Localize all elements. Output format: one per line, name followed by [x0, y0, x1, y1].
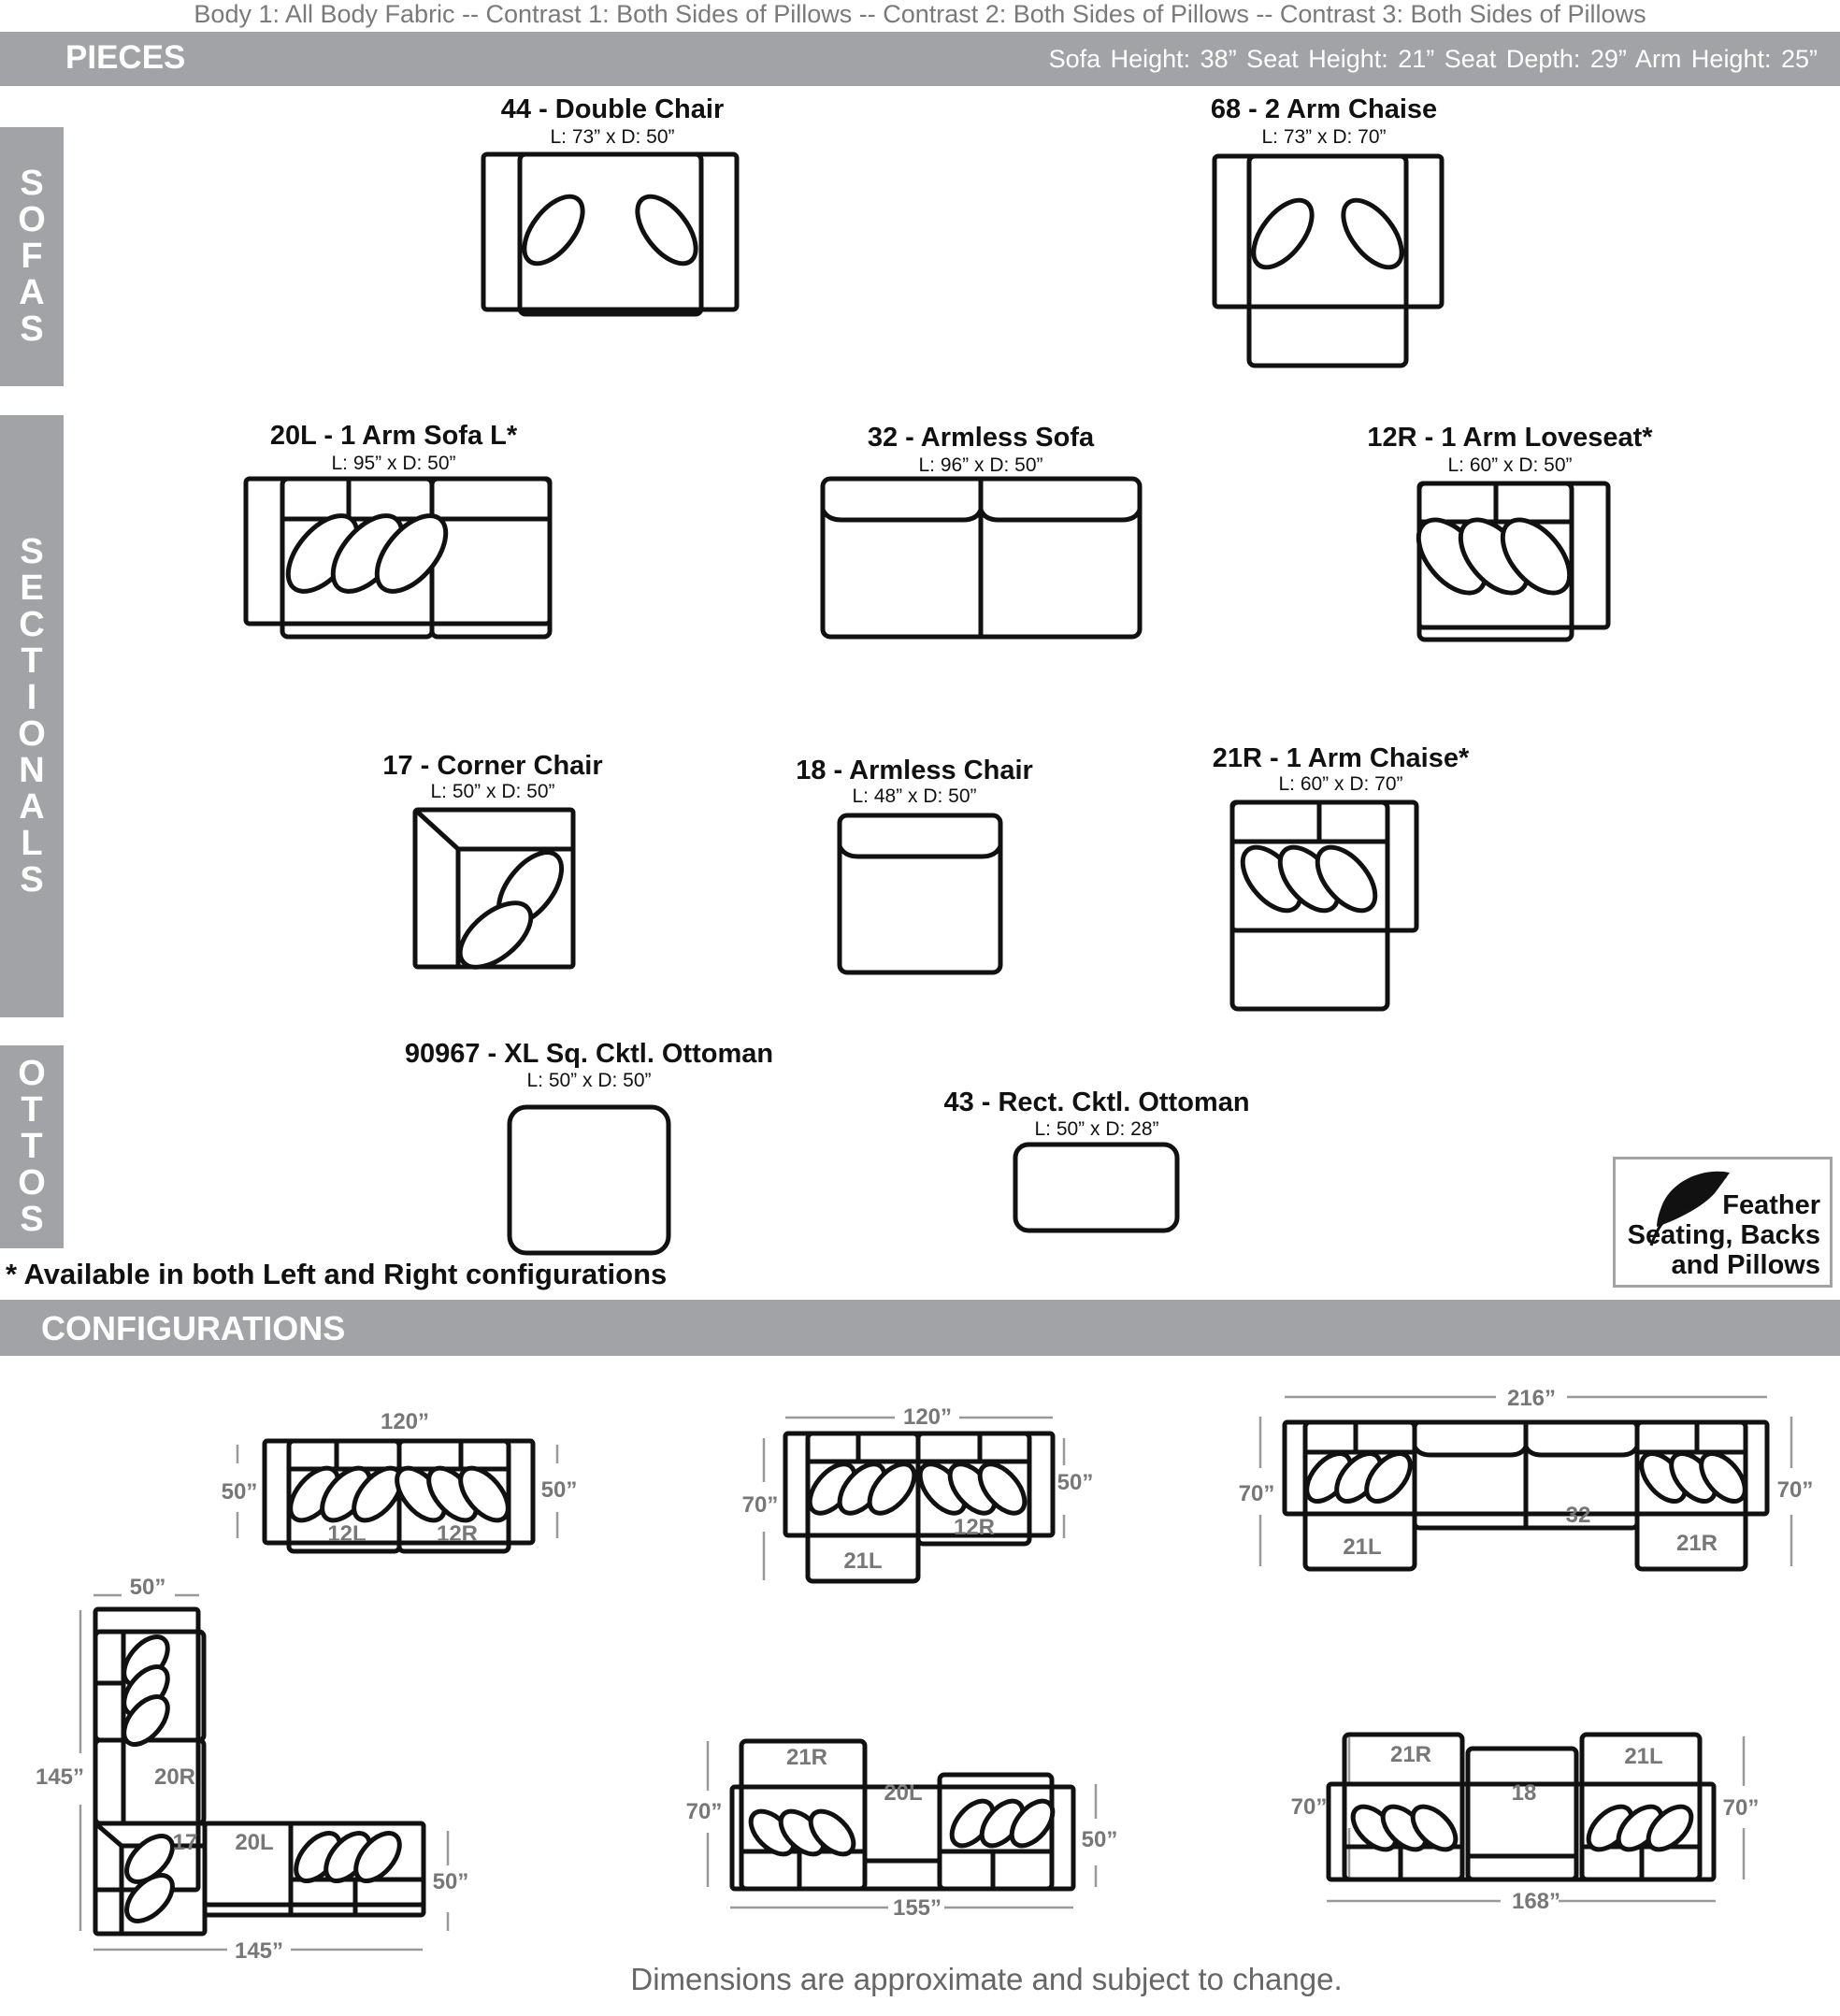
side-label-letter: S: [20, 532, 44, 571]
piece-12r-1-arm-loveseat-drawing: [1406, 483, 1608, 640]
svg-text:50”: 50”: [432, 1869, 469, 1894]
svg-text:21R: 21R: [1675, 1531, 1718, 1556]
svg-text:120”: 120”: [380, 1409, 430, 1434]
piece-90967-ottoman-drawing: [510, 1107, 668, 1253]
svg-text:50”: 50”: [129, 1575, 166, 1600]
piece-dims: L: 95” x D: 50”: [331, 453, 456, 474]
svg-text:21R: 21R: [1389, 1742, 1432, 1767]
piece-20l-1-arm-sofa-drawing: [246, 479, 550, 637]
svg-text:155”: 155”: [892, 1895, 942, 1921]
piece-name: 32 - Armless Sofa: [867, 423, 1095, 453]
config-21l-12r-drawing: [742, 1404, 1094, 1581]
svg-text:32: 32: [1565, 1503, 1591, 1528]
pieces-dimensions: Sofa Height: 38” Seat Height: 21” Seat Depth: 29” Arm Height: 25”: [1048, 45, 1818, 73]
svg-text:20R: 20R: [153, 1764, 196, 1790]
svg-text:50”: 50”: [1057, 1470, 1094, 1495]
svg-text:12R: 12R: [436, 1521, 479, 1547]
feather-line: Feather: [1722, 1190, 1820, 1220]
side-label-letter: O: [18, 1054, 46, 1093]
piece-dims: L: 50” x D: 50”: [526, 1070, 652, 1091]
feather-line: and Pillows: [1671, 1250, 1820, 1280]
side-label-letter: I: [26, 678, 37, 717]
config-21l-32-21r-drawing: [1239, 1386, 1814, 1569]
side-label-letter: T: [21, 1127, 43, 1166]
piece-dims: L: 60” x D: 70”: [1278, 773, 1403, 795]
piece-name: 20L - 1 Arm Sofa L*: [269, 421, 518, 451]
svg-text:168”: 168”: [1511, 1889, 1561, 1914]
svg-text:20L: 20L: [884, 1780, 923, 1806]
footer-disclaimer: Dimensions are approximate and subject to change.: [630, 1962, 1343, 1996]
side-label-letter: E: [20, 569, 44, 608]
piece-name: 17 - Corner Chair: [382, 751, 603, 781]
svg-text:50”: 50”: [540, 1477, 578, 1503]
piece-name: 43 - Rect. Cktl. Ottoman: [943, 1087, 1250, 1117]
svg-text:145”: 145”: [35, 1764, 85, 1790]
side-label-letter: N: [19, 751, 45, 790]
availability-note: * Available in both Left and Right configurations: [6, 1258, 668, 1290]
svg-text:18: 18: [1511, 1780, 1537, 1806]
svg-text:20L: 20L: [235, 1830, 274, 1855]
svg-text:50”: 50”: [1081, 1827, 1118, 1852]
svg-text:21R: 21R: [785, 1745, 828, 1770]
piece-name: 12R - 1 Arm Loveseat*: [1367, 423, 1653, 453]
piece-43-ottoman-drawing: [1015, 1145, 1177, 1231]
piece-dims: L: 60” x D: 50”: [1447, 454, 1573, 476]
svg-text:216”: 216”: [1506, 1386, 1557, 1411]
piece-name: 21R - 1 Arm Chaise*: [1212, 743, 1470, 773]
piece-21r-1-arm-chaise-drawing: [1231, 802, 1416, 1009]
side-label-letter: O: [18, 1163, 46, 1202]
side-label-letter: T: [21, 1090, 43, 1130]
piece-dims: L: 96” x D: 50”: [918, 454, 1043, 476]
piece-44-double-chair-drawing: [483, 154, 737, 314]
side-label-letter: O: [18, 714, 46, 754]
svg-text:120”: 120”: [902, 1404, 953, 1430]
piece-dims: L: 50” x D: 28”: [1034, 1118, 1159, 1140]
piece-dims: L: 50” x D: 50”: [430, 781, 555, 802]
svg-text:12L: 12L: [327, 1521, 367, 1547]
piece-dims: L: 73” x D: 50”: [550, 126, 675, 148]
config-21r-18-21l-drawing: [1291, 1735, 1760, 1914]
config-l-shape-drawing: [36, 1575, 468, 1964]
configurations-title: CONFIGURATIONS: [41, 1309, 346, 1347]
svg-text:50”: 50”: [221, 1479, 258, 1505]
side-label-letter: L: [21, 824, 43, 863]
piece-name: 90967 - XL Sq. Cktl. Ottoman: [404, 1039, 774, 1069]
config-12l-12r-drawing: [222, 1409, 578, 1551]
piece-17-corner-chair-drawing: [415, 810, 574, 979]
svg-text:21L: 21L: [843, 1548, 883, 1574]
svg-text:70”: 70”: [1722, 1795, 1760, 1821]
side-label-letter: F: [21, 237, 43, 276]
piece-dims: L: 73” x D: 70”: [1261, 126, 1387, 148]
svg-text:145”: 145”: [234, 1938, 284, 1964]
side-label-letter: T: [21, 641, 43, 681]
side-label-letter: S: [20, 310, 44, 349]
piece-dims: L: 48” x D: 50”: [852, 785, 977, 807]
side-label-letter: S: [20, 164, 44, 203]
piece-name: 44 - Double Chair: [500, 94, 725, 124]
side-label-letter: O: [18, 200, 46, 239]
config-21r-20l-drawing: [686, 1741, 1118, 1921]
feather-line: Seating, Backs: [1627, 1220, 1820, 1250]
svg-text:70”: 70”: [1238, 1481, 1275, 1506]
piece-32-armless-sofa-drawing: [823, 479, 1140, 637]
svg-text:70”: 70”: [1776, 1477, 1814, 1503]
svg-text:21L: 21L: [1343, 1534, 1382, 1560]
piece-name: 18 - Armless Chair: [796, 756, 1033, 785]
side-label-letter: S: [20, 860, 44, 900]
fabric-description: Body 1: All Body Fabric -- Contrast 1: Both Sides of Pillows -- Contrast 2: Both Sides of Pillows -- Contrast 3: Both Sides of Pillows: [194, 0, 1646, 28]
svg-text:21L: 21L: [1624, 1744, 1663, 1769]
svg-text:70”: 70”: [685, 1799, 723, 1824]
side-label-letter: A: [19, 273, 45, 312]
piece-68-2-arm-chaise-drawing: [1215, 156, 1442, 366]
svg-text:12R: 12R: [953, 1515, 996, 1540]
svg-text:70”: 70”: [1290, 1794, 1328, 1820]
svg-text:17: 17: [172, 1830, 198, 1855]
side-label-letter: A: [19, 787, 45, 827]
pieces-title: PIECES: [65, 39, 186, 76]
svg-text:70”: 70”: [741, 1492, 779, 1518]
side-label-letter: S: [20, 1200, 44, 1239]
side-label-letter: C: [19, 605, 45, 644]
piece-18-armless-chair-drawing: [840, 815, 1000, 972]
piece-name: 68 - 2 Arm Chaise: [1210, 94, 1438, 124]
